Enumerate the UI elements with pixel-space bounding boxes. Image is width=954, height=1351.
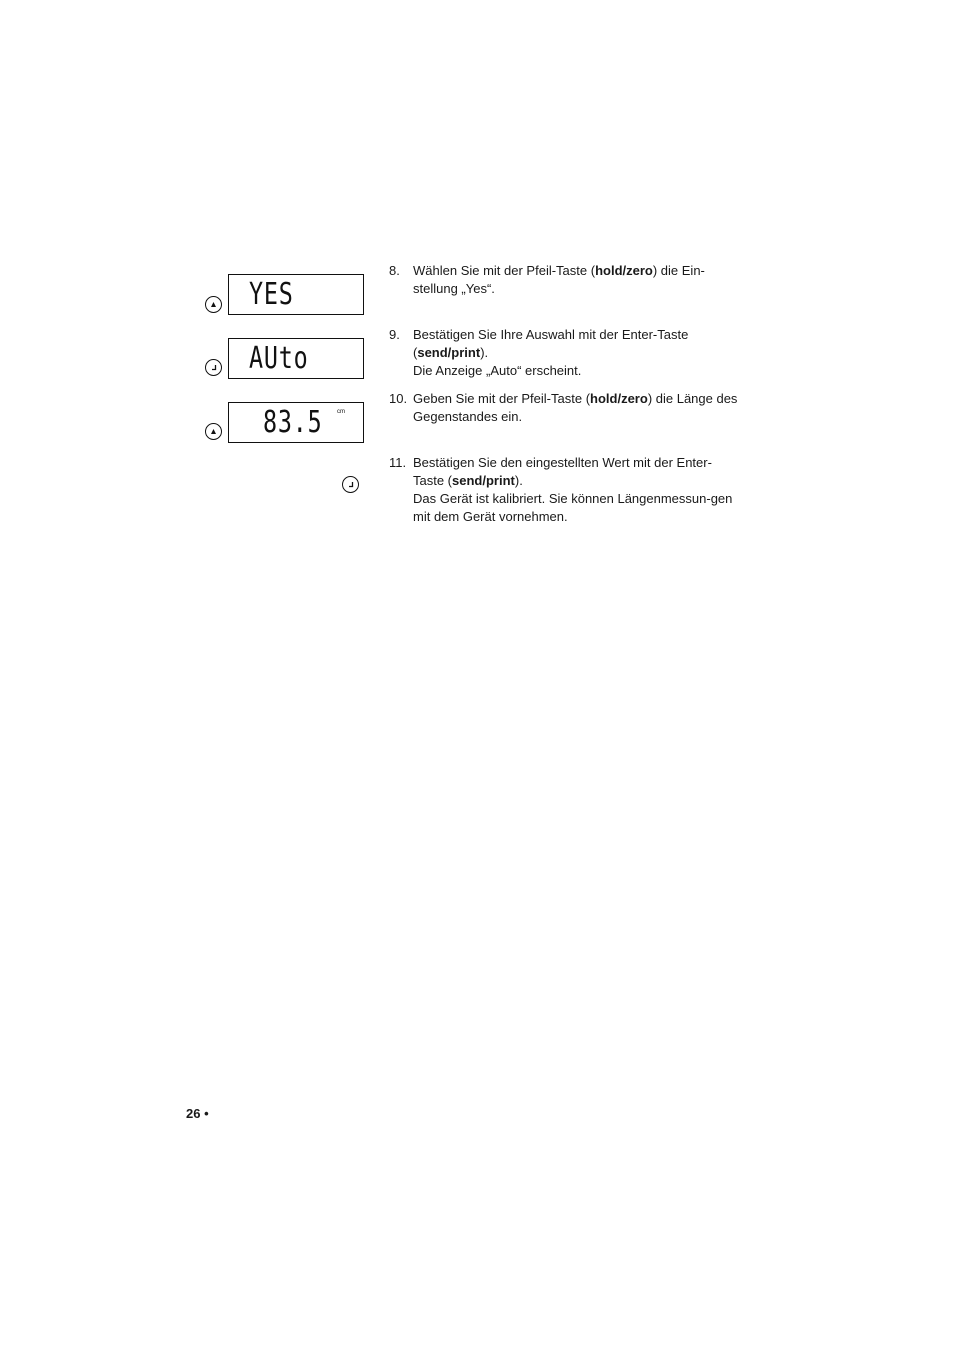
step-line: Das Gerät ist kalibriert. Sie können Längenmessun-gen mit dem Gerät vornehmen. bbox=[413, 491, 733, 524]
enter-icon bbox=[342, 476, 359, 493]
display-text: 83.5 bbox=[263, 405, 323, 440]
step-line: Bestätigen Sie Ihre Auswahl mit der Enter-Taste (send/print). bbox=[413, 327, 689, 360]
display-text: YES bbox=[249, 277, 294, 312]
step-line: Wählen Sie mit der Pfeil-Taste (hold/zero) die Ein-stellung „Yes“. bbox=[413, 263, 705, 296]
step-11 bbox=[389, 454, 739, 525]
arrow-up-icon bbox=[205, 423, 222, 440]
step-number: 8. bbox=[389, 263, 400, 278]
lcd-display-auto bbox=[228, 338, 364, 379]
lcd-display-yes bbox=[228, 274, 364, 315]
step-9 bbox=[389, 326, 739, 380]
step-10 bbox=[389, 390, 739, 425]
arrow-up-icon bbox=[205, 296, 222, 313]
enter-icon bbox=[205, 359, 222, 376]
display-unit: cm bbox=[337, 409, 345, 415]
step-number: 9. bbox=[389, 327, 400, 342]
step-line: Bestätigen Sie den eingestellten Wert mit der Enter-Taste (send/print). bbox=[413, 455, 712, 488]
step-number: 11. bbox=[389, 455, 407, 470]
step-line: Die Anzeige „Auto“ erscheint. bbox=[413, 363, 582, 378]
display-text: AUto bbox=[249, 341, 309, 376]
step-8 bbox=[389, 262, 739, 297]
page-number: 26 • bbox=[186, 1106, 209, 1121]
step-line: Geben Sie mit der Pfeil-Taste (hold/zero) die Länge des Gegenstandes ein. bbox=[413, 391, 738, 424]
lcd-display-value bbox=[228, 402, 364, 443]
step-number: 10. bbox=[389, 391, 408, 406]
